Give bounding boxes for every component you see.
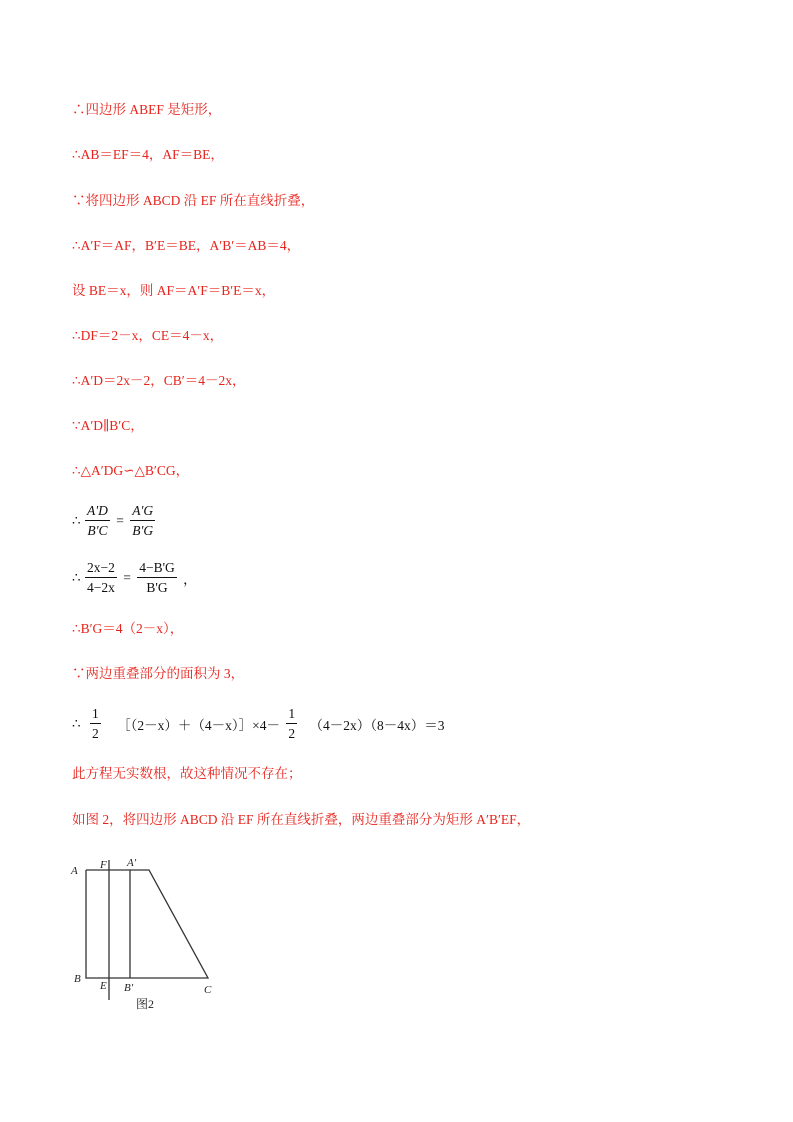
label-e: E xyxy=(100,980,107,992)
fraction-denominator: B'G xyxy=(146,580,168,595)
proof-line-7: ∴A′D＝2x－2，CB′＝4－2x， xyxy=(72,373,246,388)
therefore-symbol: ∴ xyxy=(72,512,81,528)
fraction-lhs xyxy=(85,559,117,596)
fraction-lhs xyxy=(85,502,110,539)
label-a-prime: A′ xyxy=(127,857,137,869)
fraction-numerator: 1 xyxy=(286,705,297,724)
fraction-half xyxy=(90,705,101,742)
proof-line-6: ∴DF＝2－x，CE＝4－x， xyxy=(72,328,224,343)
fraction-denominator: 4−2x xyxy=(86,580,115,595)
proof-line-16: 如图 2，将四边形 ABCD 沿 EF 所在直线折叠，两边重叠部分为矩形 A′B′EF， xyxy=(72,812,531,827)
proof-line-15: 此方程无实数根，故这种情况不存在； xyxy=(72,766,302,781)
equation-middle: ［（2－x）＋（4－x）］×4－ xyxy=(117,717,280,733)
proof-line-12: ∴B′G＝4（2－x）， xyxy=(72,621,184,636)
fraction-denominator: 2 xyxy=(91,726,99,741)
trapezoid-outline xyxy=(86,870,208,978)
fraction-rhs xyxy=(130,502,155,539)
therefore-symbol: ∴ xyxy=(72,715,81,731)
label-c: C xyxy=(204,984,212,996)
proof-line-5: 设 BE＝x，则 AF＝A′F＝B′E＝x， xyxy=(72,283,276,298)
therefore-symbol: ∴ xyxy=(72,569,81,585)
comma: ， xyxy=(183,571,197,587)
fraction-denominator: 2 xyxy=(288,726,296,741)
proof-line-1: ∴四边形 ABEF 是矩形， xyxy=(72,102,222,117)
label-a: A xyxy=(71,865,78,877)
label-f: F xyxy=(100,859,107,871)
label-b-prime: B′ xyxy=(124,982,134,994)
equation-ratio-1 xyxy=(72,502,156,539)
figure-2-diagram xyxy=(68,852,228,1022)
equation-area xyxy=(72,705,446,742)
proof-line-3: ∵将四边形 ABCD 沿 EF 所在直线折叠， xyxy=(72,193,315,208)
proof-line-2: ∴AB＝EF＝4，AF＝BE， xyxy=(72,147,224,162)
label-b: B xyxy=(74,973,81,985)
figure-caption: 图2 xyxy=(136,997,155,1011)
proof-line-9: ∴△A′DG∽△B′CG， xyxy=(72,463,190,478)
fraction-numerator: A'D xyxy=(85,502,110,521)
proof-line-13: ∵两边重叠部分的面积为 3， xyxy=(72,666,245,681)
fraction-denominator: B'C xyxy=(87,523,108,538)
fraction-numerator: A'G xyxy=(130,502,155,521)
proof-line-4: ∴A′F＝AF，B′E＝BE，A′B′＝AB＝4， xyxy=(72,238,301,253)
equals-sign: = xyxy=(116,512,124,528)
fraction-half xyxy=(286,705,297,742)
fraction-numerator: 4−B'G xyxy=(137,559,177,578)
equation-tail: （4－2x）（8－4x）＝3 xyxy=(309,717,445,733)
equation-ratio-2 xyxy=(72,559,199,596)
fraction-rhs xyxy=(137,559,177,596)
fraction-numerator: 1 xyxy=(90,705,101,724)
proof-line-8: ∵A′D∥B′C， xyxy=(72,418,144,433)
equals-sign: = xyxy=(123,569,131,585)
fraction-numerator: 2x−2 xyxy=(85,559,117,578)
fraction-denominator: B'G xyxy=(132,523,154,538)
